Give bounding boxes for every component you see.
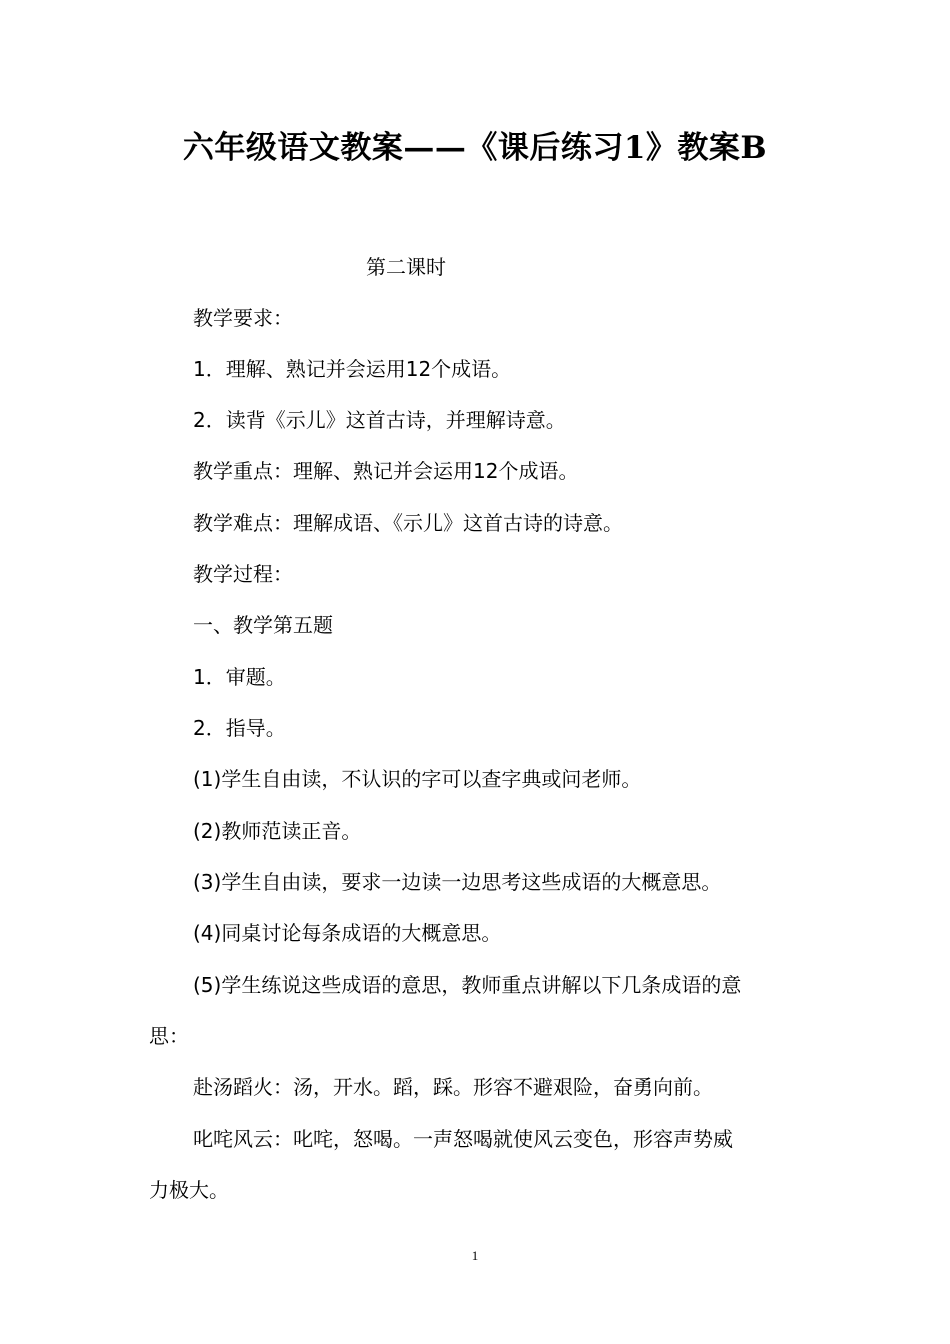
paragraph-substep-5: (5)学生练说这些成语的意思，教师重点讲解以下几条成语的意: [193, 973, 742, 997]
paragraph-step-2: 2．指导。: [193, 716, 286, 740]
paragraph-teaching-process: 教学过程：: [193, 562, 293, 586]
paragraph-teaching-focus: 教学重点：理解、熟记并会运用12个成语。: [193, 459, 579, 483]
document-title: 六年级语文教案——《课后练习1》教案B: [182, 130, 768, 166]
paragraph-substep-3: (3)学生自由读，要求一边读一边思考这些成语的大概意思。: [193, 870, 722, 894]
paragraph-substep-5-continued: 思：: [149, 1024, 189, 1048]
section-heading-exercise-5: 一、教学第五题: [193, 613, 333, 637]
paragraph-substep-1: (1)学生自由读，不认识的字可以查字典或问老师。: [193, 767, 642, 791]
paragraph-substep-2: (2)教师范读正音。: [193, 819, 362, 843]
idiom-entry-chizhafengyun: 叱咤风云：叱咤，怒喝。一声怒喝就使风云变色，形容声势威: [193, 1127, 733, 1151]
lesson-subtitle: 第二课时: [366, 255, 446, 279]
paragraph-teaching-difficulty: 教学难点：理解成语、《示儿》这首古诗的诗意。: [193, 511, 623, 535]
paragraph-substep-4: (4)同桌讨论每条成语的大概意思。: [193, 921, 502, 945]
idiom-entry-chizhafengyun-continued: 力极大。: [149, 1178, 229, 1202]
paragraph-requirement-1: 1．理解、熟记并会运用12个成语。: [193, 357, 512, 381]
page-number: 1: [471, 1248, 479, 1263]
idiom-entry-futangdaohuo: 赴汤蹈火：汤，开水。蹈，踩。形容不避艰险，奋勇向前。: [193, 1075, 713, 1099]
paragraph-teaching-requirements: 教学要求：: [193, 306, 293, 330]
paragraph-step-1: 1．审题。: [193, 665, 286, 689]
paragraph-requirement-2: 2．读背《示儿》这首古诗，并理解诗意。: [193, 408, 566, 432]
